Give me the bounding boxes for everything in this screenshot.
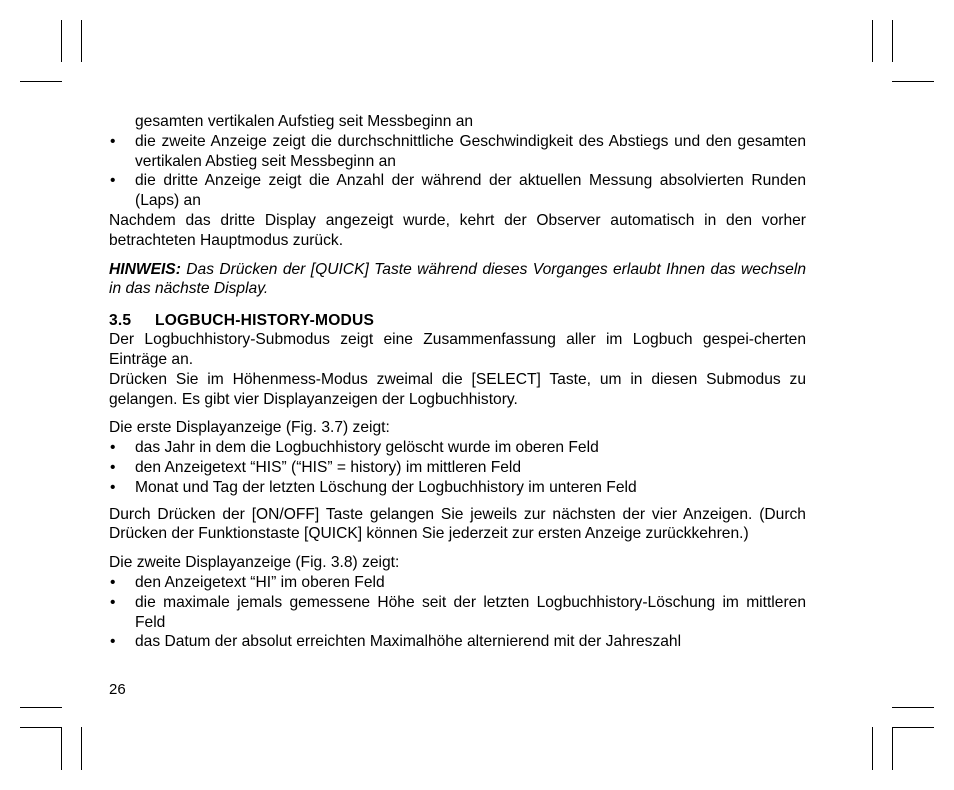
section-number: 3.5 (109, 312, 132, 330)
section-heading (109, 311, 806, 330)
list-item: • das Datum der absolut erreichten Maximalhöhe alternierend mit der Jahreszahl (109, 632, 806, 652)
crop-mark (81, 20, 82, 62)
note-label: HINWEIS: (109, 260, 181, 278)
section-access: Drücken Sie im Höhenmess-Modus zweimal die [SELECT] Taste, um in diesen Submodus zu gelangen. Es gibt vier Displayanzeigen der Logbuchhistory. (109, 370, 806, 408)
crop-mark (872, 727, 873, 770)
section-intro: Der Logbuchhistory-Submodus zeigt eine Zusammenfassung aller im Logbuch gespei-cherten Einträge an. (109, 331, 806, 368)
crop-mark (892, 707, 934, 708)
list-item: • die zweite Anzeige zeigt die durchschnittliche Geschwindigkeit des Abstiegs und den gesamten vertikalen Abstieg seit Messbeginn an (109, 132, 806, 172)
crop-mark (61, 20, 62, 62)
navigation-paragraph: Durch Drücken der [ON/OFF] Taste gelangen Sie jeweils zur nächsten der vier Anzeigen. (Durch Drücken der Funktionstaste [QUICK] können Sie jederzeit zur ersten Anzeige zurückkehren.) (109, 505, 806, 543)
return-paragraph: Nachdem das dritte Display angezeigt wurde, kehrt der Observer automatisch in den vorher betrachteten Hauptmodus zurück. (109, 211, 806, 249)
note-paragraph (109, 260, 806, 300)
list-item: • das Jahr in dem die Logbuchhistory gelöscht wurde im oberen Feld (109, 438, 806, 458)
intro-continuation: gesamten vertikalen Aufstieg seit Messbeginn an (135, 113, 474, 130)
crop-mark (61, 727, 62, 770)
crop-mark (20, 727, 62, 728)
list-item: • den Anzeigetext “HIS” (“HIS” = history) im mittleren Feld (109, 458, 806, 478)
list-item: • die maximale jemals gemessene Höhe seit der letzten Logbuchhistory-Löschung im mittleren Feld (109, 593, 806, 633)
crop-mark (81, 727, 82, 770)
note-text: Das Drücken der [QUICK] Taste während dieses Vorganges erlaubt Ihnen das wechseln in das nächste Display. (109, 260, 806, 298)
crop-mark (892, 81, 934, 82)
crop-mark (872, 20, 873, 62)
list-item: • die dritte Anzeige zeigt die Anzahl der während der aktuellen Messung absolvierten Runden (Laps) an (109, 171, 806, 211)
first-display-heading: Die erste Displayanzeige (Fig. 3.7) zeigt: (109, 419, 390, 437)
list-item: • Monat und Tag der letzten Löschung der Logbuchhistory im unteren Feld (109, 478, 806, 498)
page-content (109, 112, 806, 652)
second-display-heading: Die zweite Displayanzeige (Fig. 3.8) zeigt: (109, 554, 400, 572)
crop-mark (892, 20, 893, 62)
page-number: 26 (109, 681, 126, 698)
list-item: • den Anzeigetext “HI” im oberen Feld (109, 573, 806, 593)
crop-mark (892, 727, 934, 728)
crop-mark (892, 727, 893, 770)
section-title: LOGBUCH-HISTORY-MODUS (155, 312, 375, 330)
crop-mark (20, 707, 62, 708)
crop-mark (20, 81, 62, 82)
